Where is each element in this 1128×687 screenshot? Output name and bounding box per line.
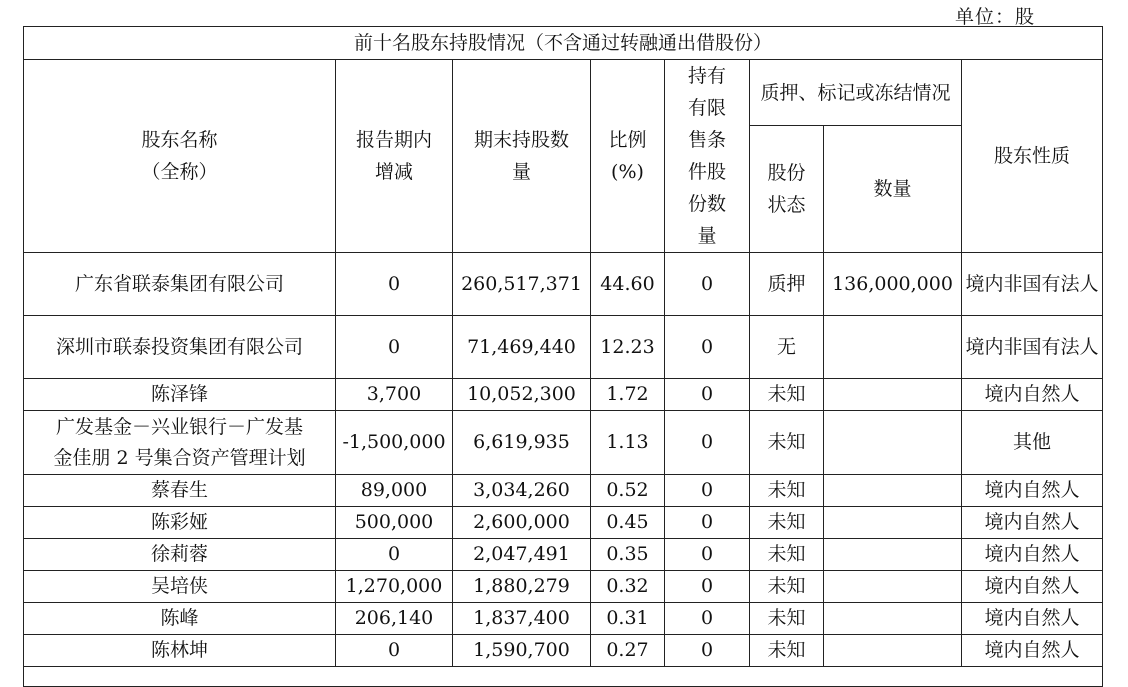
pledge-quantity: 136,000,000 <box>824 253 962 316</box>
holding-ratio: 0.35 <box>591 539 665 571</box>
pledge-quantity <box>824 539 962 571</box>
shareholder-name: 蔡春生 <box>24 475 336 507</box>
table-row <box>24 571 1103 603</box>
restricted-shares: 0 <box>665 603 750 635</box>
period-end-holding: 3,034,260 <box>453 475 591 507</box>
header-pledge-qty: 数量 <box>824 126 962 253</box>
shareholder-name: 陈峰 <box>24 603 336 635</box>
shareholder-nature: 境内自然人 <box>962 507 1103 539</box>
period-end-holding: 10,052,300 <box>453 379 591 411</box>
period-end-holding: 71,469,440 <box>453 316 591 379</box>
holding-ratio: 0.27 <box>591 635 665 667</box>
holding-ratio: 44.60 <box>591 253 665 316</box>
shareholder-name: 陈泽锋 <box>24 379 336 411</box>
pledge-quantity <box>824 635 962 667</box>
restricted-shares: 0 <box>665 507 750 539</box>
header-name-line1: 股东名称 <box>141 129 218 151</box>
shareholder-name: 深圳市联泰投资集团有限公司 <box>24 316 336 379</box>
header-row-1 <box>24 60 1103 126</box>
period-end-holding: 6,619,935 <box>453 411 591 475</box>
period-change: 206,140 <box>336 603 453 635</box>
pledge-quantity <box>824 411 962 475</box>
table-title: 前十名股东持股情况（不含通过转融通出借股份） <box>24 27 1103 60</box>
pledge-quantity <box>824 379 962 411</box>
shareholder-nature: 其他 <box>962 411 1103 475</box>
header-name-line2: （全称） <box>141 161 218 183</box>
header-change-line2: 增减 <box>374 161 413 183</box>
share-status: 未知 <box>750 507 824 539</box>
holding-ratio: 0.31 <box>591 603 665 635</box>
header-change-line1: 报告期内 <box>355 129 432 151</box>
restricted-shares: 0 <box>665 539 750 571</box>
shareholder-name: 广东省联泰集团有限公司 <box>24 253 336 316</box>
share-status: 未知 <box>750 411 824 475</box>
restricted-shares: 0 <box>665 411 750 475</box>
pledge-quantity <box>824 316 962 379</box>
holding-ratio: 12.23 <box>591 316 665 379</box>
share-status: 未知 <box>750 379 824 411</box>
header-pledge-status <box>750 126 824 253</box>
period-change: 0 <box>336 539 453 571</box>
share-status: 未知 <box>750 475 824 507</box>
pledge-quantity <box>824 475 962 507</box>
period-end-holding: 1,837,400 <box>453 603 591 635</box>
table-row <box>24 635 1103 667</box>
period-change: 0 <box>336 316 453 379</box>
period-change: 1,270,000 <box>336 571 453 603</box>
restricted-shares: 0 <box>665 475 750 507</box>
shareholder-name <box>24 411 336 475</box>
cut-off-cell <box>24 667 1103 687</box>
table-row <box>24 411 1103 475</box>
period-end-holding: 2,600,000 <box>453 507 591 539</box>
restricted-shares: 0 <box>665 316 750 379</box>
share-status: 质押 <box>750 253 824 316</box>
share-status: 未知 <box>750 539 824 571</box>
table-row <box>24 507 1103 539</box>
period-change: 500,000 <box>336 507 453 539</box>
shareholder-name-line2: 金佳朋 2 号集合资产管理计划 <box>53 446 306 469</box>
period-change: -1,500,000 <box>336 411 453 475</box>
header-holding <box>453 60 591 253</box>
cut-off-row <box>24 667 1103 687</box>
period-change: 0 <box>336 253 453 316</box>
pledge-quantity <box>824 571 962 603</box>
header-holding-line1: 期末持股数 <box>473 129 569 151</box>
holding-ratio: 0.32 <box>591 571 665 603</box>
header-ratio-line1: 比例 <box>608 129 647 151</box>
shareholder-nature: 境内自然人 <box>962 635 1103 667</box>
period-end-holding: 2,047,491 <box>453 539 591 571</box>
table-row <box>24 603 1103 635</box>
pledge-quantity <box>824 507 962 539</box>
shareholder-nature: 境内自然人 <box>962 379 1103 411</box>
header-nature: 股东性质 <box>962 60 1103 253</box>
period-change: 0 <box>336 635 453 667</box>
period-end-holding: 260,517,371 <box>453 253 591 316</box>
shareholder-nature: 境内非国有法人 <box>962 316 1103 379</box>
share-status: 无 <box>750 316 824 379</box>
header-pledge-group: 质押、标记或冻结情况 <box>750 60 962 126</box>
table-row <box>24 316 1103 379</box>
period-end-holding: 1,880,279 <box>453 571 591 603</box>
restricted-shares: 0 <box>665 379 750 411</box>
shareholder-nature: 境内自然人 <box>962 571 1103 603</box>
holding-ratio: 1.13 <box>591 411 665 475</box>
header-ratio-line2: (%) <box>611 161 644 183</box>
header-ratio <box>591 60 665 253</box>
table-row <box>24 475 1103 507</box>
restricted-shares: 0 <box>665 253 750 316</box>
header-pledge-status-line1: 股份 <box>767 162 806 184</box>
shareholder-name-line1: 广发基金－兴业银行－广发基 <box>55 415 303 438</box>
shareholder-name: 吴培侠 <box>24 571 336 603</box>
shareholder-name: 徐莉蓉 <box>24 539 336 571</box>
shareholder-name: 陈林坤 <box>24 635 336 667</box>
shareholder-nature: 境内非国有法人 <box>962 253 1103 316</box>
table-row <box>24 253 1103 316</box>
table-row <box>24 379 1103 411</box>
holding-ratio: 0.45 <box>591 507 665 539</box>
holding-ratio: 1.72 <box>591 379 665 411</box>
header-change <box>336 60 453 253</box>
unit-label: 单位：股 <box>954 6 1035 28</box>
header-holding-line2: 量 <box>511 161 531 183</box>
holding-ratio: 0.52 <box>591 475 665 507</box>
top-ten-shareholders-table <box>23 26 1103 687</box>
shareholder-nature: 境内自然人 <box>962 603 1103 635</box>
share-status: 未知 <box>750 635 824 667</box>
header-restricted: 持有有限售条件股份数量 <box>665 60 750 253</box>
share-status: 未知 <box>750 571 824 603</box>
shareholder-nature: 境内自然人 <box>962 539 1103 571</box>
share-status: 未知 <box>750 603 824 635</box>
title-row <box>24 27 1103 60</box>
shareholder-nature: 境内自然人 <box>962 475 1103 507</box>
restricted-shares: 0 <box>665 635 750 667</box>
period-change: 3,700 <box>336 379 453 411</box>
header-pledge-status-line2: 状态 <box>767 194 806 216</box>
period-change: 89,000 <box>336 475 453 507</box>
shareholder-name: 陈彩娅 <box>24 507 336 539</box>
restricted-shares: 0 <box>665 571 750 603</box>
header-name <box>24 60 336 253</box>
table-row <box>24 539 1103 571</box>
pledge-quantity <box>824 603 962 635</box>
period-end-holding: 1,590,700 <box>453 635 591 667</box>
